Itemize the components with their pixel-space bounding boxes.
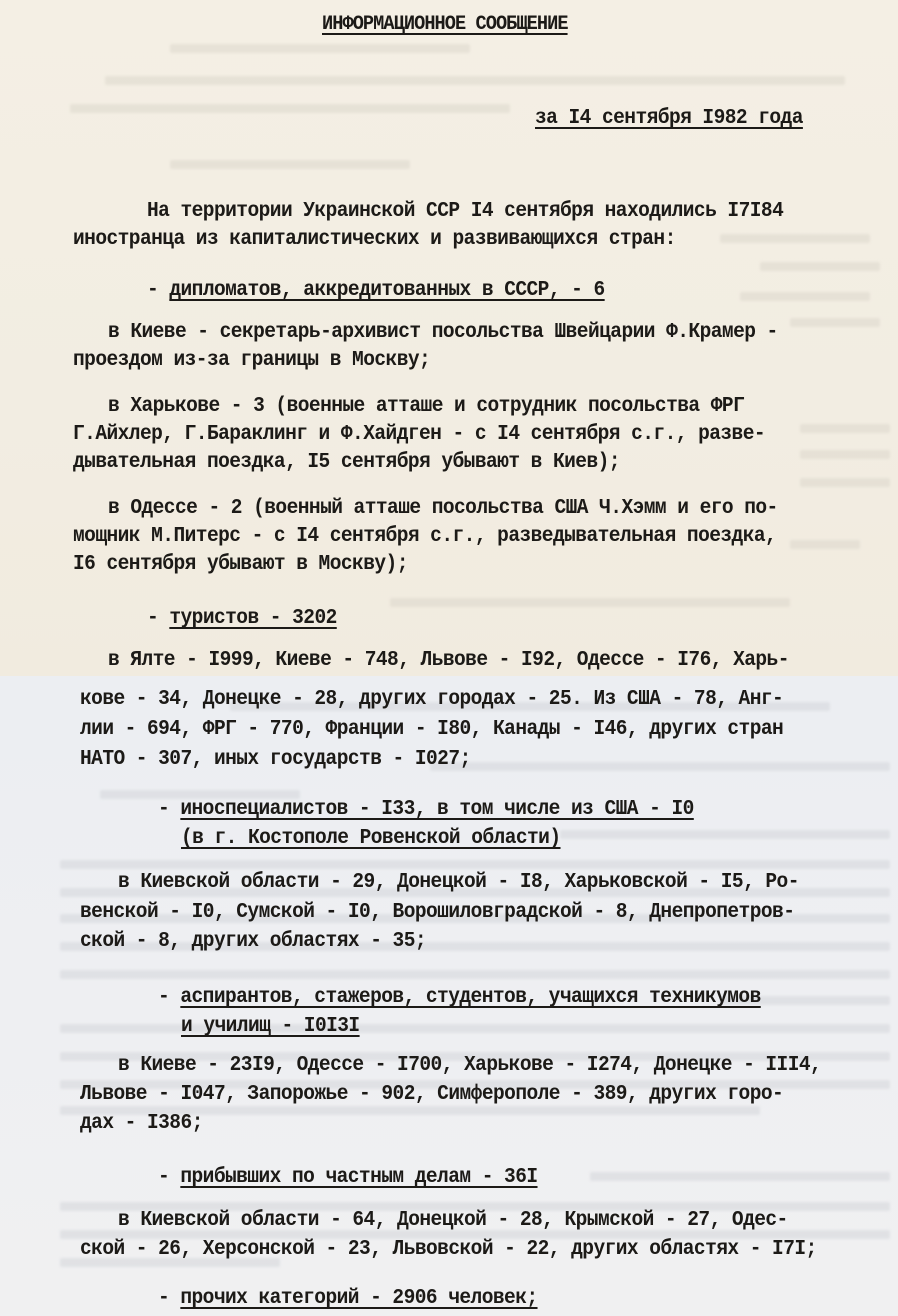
section-heading-cont: (в г. Костополе Ровенской области) xyxy=(181,827,561,850)
section-heading: - прибывших по частным делам - 36I xyxy=(158,1166,538,1189)
document-date: за I4 сентября I982 года xyxy=(535,107,803,130)
paragraph-line: мощник М.Питерс - с I4 сентября с.г., разведывательная поездка, xyxy=(73,525,777,548)
paragraph-line: в Киевской области - 29, Донецкой - I8, Харьковской - I5, Ро- xyxy=(118,871,799,894)
paragraph-line: в Одессе - 2 (военный атташе посольства США Ч.Хэмм и его по- xyxy=(108,497,778,520)
paragraph-line: I6 сентября убывают в Москву); xyxy=(73,553,408,576)
section-heading: - туристов - 3202 xyxy=(147,607,337,630)
paragraph-line: Львове - I047, Запорожье - 902, Симферополе - 389, других горо- xyxy=(80,1083,784,1106)
paragraph-line: в Киеве - 23I9, Одессе - I700, Харькове - I274, Донецке - III4, xyxy=(118,1054,822,1077)
document-title: ИНФОРМАЦИОННОЕ СООБЩЕНИЕ xyxy=(322,13,568,36)
section-heading: - дипломатов, аккредитованных в СССР, - 6 xyxy=(147,279,605,302)
paragraph-line: лии - 694, ФРГ - 770, Франции - I80, Канады - I46, других стран xyxy=(80,718,784,741)
section-heading: - аспирантов, стажеров, студентов, учащихся техникумов xyxy=(158,986,761,1009)
paragraph-line: в Киеве - секретарь-архивист посольства Швейцарии Ф.Крамер - xyxy=(108,321,778,344)
paragraph-line: кове - 34, Донецке - 28, других городах - 25. Из США - 78, Анг- xyxy=(80,688,784,711)
section-heading: - прочих категорий - 2906 человек; xyxy=(158,1287,538,1310)
section-heading: - иноспециалистов - I33, в том числе из США - I0 xyxy=(158,798,694,821)
paragraph-line: проездом из-за границы в Москву; xyxy=(73,349,431,372)
paragraph-line: в Харькове - 3 (военные атташе и сотрудник посольства ФРГ xyxy=(108,395,745,418)
paragraph-line: ской - 8, других областях - 35; xyxy=(80,930,427,953)
paragraph-line: в Киевской области - 64, Донецкой - 28, Крымской - 27, Одес- xyxy=(118,1209,788,1232)
paragraph-line: дах - I386; xyxy=(80,1112,203,1135)
paragraph-line: НАТО - 307, иных государств - I027; xyxy=(80,748,471,771)
paragraph-line: венской - I0, Сумской - I0, Ворошиловградской - 8, Днепропетров- xyxy=(80,901,795,924)
section-heading-cont: и училищ - I0I3I xyxy=(181,1015,360,1038)
paragraph-line: дывательная поездка, I5 сентября убывают в Киев); xyxy=(73,451,620,474)
paragraph-line: Г.Айхлер, Г.Бараклинг и Ф.Хайдген - с I4 сентября с.г., разве- xyxy=(73,423,766,446)
paragraph-line: ской - 26, Херсонской - 23, Львовской - 22, других областях - I7I; xyxy=(80,1238,817,1261)
paragraph-line: в Ялте - I999, Киеве - 748, Львове - I92, Одессе - I76, Харь- xyxy=(108,649,789,672)
